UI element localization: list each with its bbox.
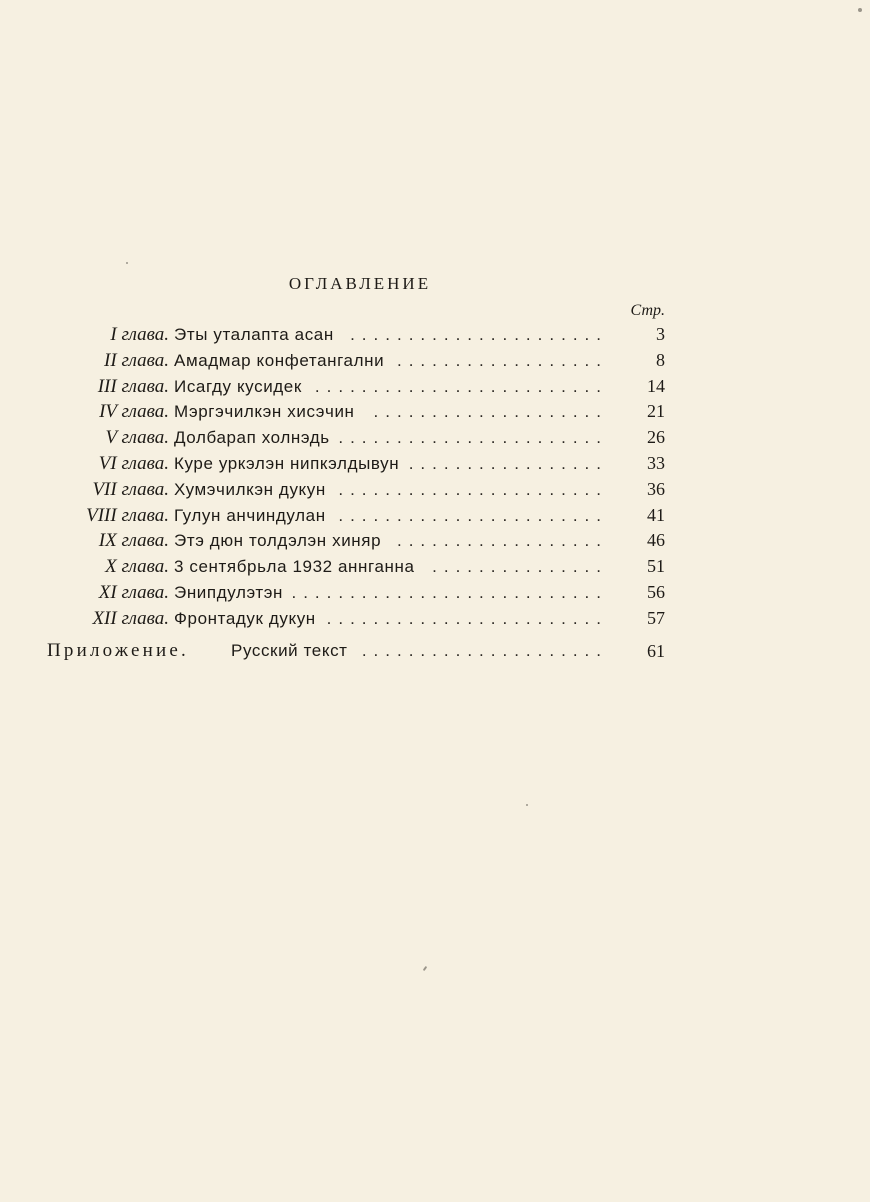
toc-row — [0, 606, 870, 632]
chapter-label: VII глава. — [92, 478, 169, 500]
chapter-title: Энипдулэтэн — [174, 582, 284, 602]
dot-leader: ...................... — [350, 325, 608, 344]
chapter-page-number: 46 — [647, 530, 665, 551]
toc-list — [0, 322, 870, 632]
toc-row — [0, 399, 870, 425]
chapter-label: VIII глава. — [86, 504, 169, 526]
paper-speck — [858, 8, 862, 12]
chapter-label: XI глава. — [98, 581, 169, 603]
dot-leader: .................. — [396, 350, 608, 370]
paper-speck — [526, 804, 528, 806]
chapter-title: Куре уркэлэн нипкэлдывун — [174, 453, 400, 473]
toc-row — [0, 322, 870, 348]
chapter-label: VI глава. — [98, 452, 169, 474]
dot-leader: ............... — [432, 557, 608, 577]
chapter-page-number: 21 — [647, 401, 665, 422]
chapter-title: Мэргэчилкэн хисэчин — [174, 402, 355, 422]
toc-row — [0, 477, 870, 503]
chapter-title: Долбарап холнэдь — [174, 428, 330, 448]
page-column-header: Стр. — [630, 302, 665, 319]
chapter-page-number: 57 — [647, 607, 665, 628]
chapter-title: Этэ дюн толдэлэн хиняр — [174, 531, 382, 551]
chapter-title: Фронтадук дукун — [174, 608, 316, 628]
paper-speck — [423, 966, 428, 971]
chapter-page-number: 41 — [647, 504, 665, 525]
paper-speck — [126, 262, 128, 264]
dot-leader: ....................... — [338, 505, 608, 525]
chapter-page-number: 33 — [647, 452, 665, 473]
dot-leader: ....................... — [338, 428, 608, 448]
dot-leader: .................. — [396, 531, 608, 551]
chapter-title: Исагду кусидек — [174, 376, 302, 396]
chapter-label: I глава. — [110, 324, 169, 345]
appendix-title: Русский текст — [231, 641, 348, 660]
toc-row — [0, 503, 870, 529]
appendix-label: Приложение. — [47, 640, 189, 661]
chapter-title: 3 сентябрьла 1932 аннганна — [174, 557, 415, 577]
dot-leader: ........................ — [326, 608, 608, 628]
toc-row — [0, 580, 870, 606]
appendix-row — [0, 637, 870, 665]
chapter-page-number: 56 — [647, 581, 665, 602]
chapter-page-number: 26 — [647, 427, 665, 448]
dot-leader: ....................... — [338, 479, 608, 499]
appendix-page-number: 61 — [647, 641, 665, 661]
toc-row — [0, 374, 870, 400]
chapter-label: X глава. — [105, 556, 169, 578]
chapter-label: II глава. — [104, 349, 169, 371]
chapter-title: Амадмар конфетангални — [174, 350, 385, 370]
chapter-label: III глава. — [97, 375, 169, 397]
toc-row — [0, 554, 870, 580]
chapter-page-number: 51 — [647, 556, 665, 577]
chapter-title: Хумэчилкэн дукун — [174, 479, 326, 499]
chapter-page-number: 8 — [656, 349, 665, 370]
toc-row — [0, 528, 870, 554]
dot-leader: .................... — [373, 402, 608, 422]
chapter-label: IV глава. — [99, 401, 169, 423]
chapter-page-number: 14 — [647, 375, 665, 396]
toc-row — [0, 451, 870, 477]
chapter-title: Эты уталапта асан — [174, 325, 334, 344]
chapter-page-number: 3 — [656, 324, 665, 344]
dot-leader: ..................... — [361, 641, 608, 660]
dot-leader: ......................... — [314, 376, 608, 396]
toc-row — [0, 348, 870, 374]
chapter-label: V глава. — [105, 427, 169, 449]
chapter-label: XII глава. — [92, 607, 169, 629]
toc-heading: ОГЛАВЛЕНИЕ — [288, 274, 432, 293]
chapter-label: IX глава. — [98, 530, 169, 552]
chapter-page-number: 36 — [647, 478, 665, 499]
chapter-title: Гулун анчиндулан — [174, 505, 326, 525]
toc-row — [0, 425, 870, 451]
dot-leader: ................. — [408, 453, 608, 473]
dot-leader: ........................... — [291, 582, 608, 602]
